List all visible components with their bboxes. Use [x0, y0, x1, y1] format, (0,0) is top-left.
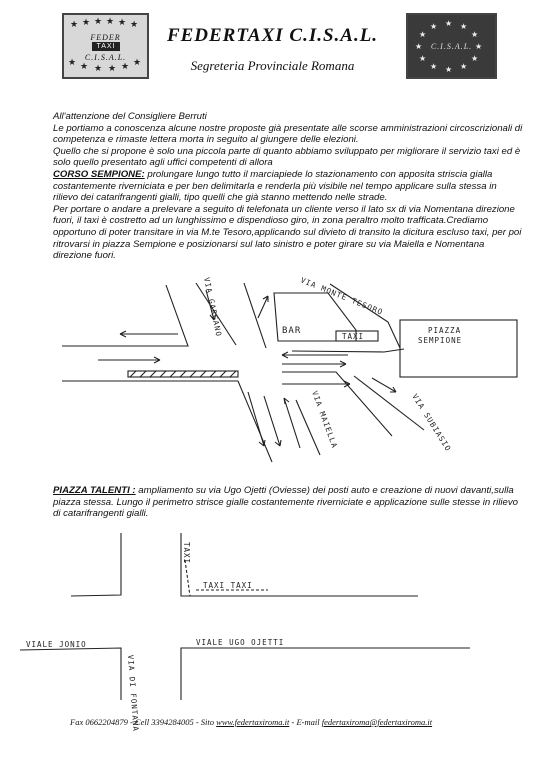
svg-text:★: ★	[460, 62, 468, 71]
svg-text:★: ★	[430, 22, 438, 31]
section-text-2: Per portare o andare a prelevare a seguito di telefonata un cliente verso il lato sx di via Nomentana direzione fuori, il taxi è costretto ad un lunghissimo e dispendioso giro, in zona peraltro molto trafficata.Crediamo opportuno di poter transitare in via M.te Tesoro,applicando sul divieto di transito la dicitura escluso taxi, per poi ritrovarsi in piazza Sempione e posizionarsi sul lato sinistro e poter girare su via Maiella e Nomentana direzione fuori.	[53, 203, 522, 262]
label-via-subiasio: VIA SUBIASIO	[410, 392, 454, 454]
svg-text:★: ★	[80, 62, 89, 72]
svg-text:★: ★	[70, 20, 79, 30]
label-via-gargano: VIA GARGANO	[202, 276, 224, 338]
svg-text:★: ★	[471, 54, 479, 63]
road-edge	[181, 648, 470, 700]
label-bar: BAR	[282, 326, 302, 336]
label-taxi-vertical: TAXI	[182, 542, 191, 565]
logo-top-text: FEDER	[90, 33, 121, 42]
label-via-monte-tesoro: VIA MONTE TESORO	[299, 275, 385, 317]
logo-taxi-badge: TAXI	[92, 42, 120, 51]
svg-text:★: ★	[415, 42, 423, 51]
footer-email-label: - E-mail	[291, 717, 320, 727]
intro-paragraph-2: Quello che si propone è solo una piccola parte di quanto abbiamo sviluppato per migliorare il servizio taxi ed è solo quello presentato agli uffici competenti di allora	[53, 145, 521, 169]
section-heading: CORSO SEMPIONE:	[53, 168, 145, 180]
svg-text:★: ★	[94, 17, 103, 27]
svg-text:★: ★	[419, 30, 427, 39]
svg-text:★: ★	[130, 20, 139, 30]
label-piazza: PIAZZA	[428, 326, 462, 335]
label-viale-jonio: VIALE JONIO	[26, 640, 87, 649]
taxi-line	[185, 560, 190, 596]
label-via-maiella: VIA MAIELLA	[310, 389, 340, 450]
logo-right-text: C.I.S.A.L.	[430, 42, 473, 51]
svg-text:★: ★	[121, 62, 130, 72]
section-text: ampliamento su via Ugo Ojetti (Oviesse) dei posti auto e creazione di nuovi davanti,sulla piazza stessa. Lungo il perimetro strisce gialle costantemente riverniciate e applicazione sulle stesse in rilievo di catarifrangenti gialli.	[53, 485, 518, 520]
footer-fax: Fax 0662204879 -	[70, 717, 133, 727]
page-subtitle: Segreteria Provinciale Romana	[190, 58, 355, 73]
svg-text:★: ★	[445, 65, 453, 74]
svg-text:★: ★	[106, 17, 115, 27]
label-viale-ugo-ojetti: VIALE UGO OJETTI	[196, 638, 285, 647]
section-heading: PIAZZA TALENTI :	[53, 485, 136, 496]
label-sempione: SEMPIONE	[418, 336, 463, 345]
footer-site-link[interactable]: www.federtaxiroma.it	[216, 717, 290, 727]
svg-text:★: ★	[445, 19, 453, 28]
road-edge	[71, 533, 121, 596]
svg-text:★: ★	[419, 54, 427, 63]
label-taxi-taxi: TAXI TAXI	[203, 581, 253, 590]
svg-text:★: ★	[471, 30, 479, 39]
svg-text:★: ★	[94, 64, 103, 74]
road-edge	[20, 648, 121, 700]
svg-text:★: ★	[460, 22, 468, 31]
svg-text:★: ★	[108, 64, 117, 74]
label-via-fontana: VIA DI FONTANA	[126, 654, 141, 733]
footer-site-label: Sito	[200, 717, 215, 727]
logo-bottom-text: C.I.S.A.L.	[84, 53, 127, 62]
svg-text:★: ★	[118, 18, 127, 28]
svg-text:★: ★	[430, 62, 438, 71]
intro-paragraph: Le portiamo a conoscenza alcune nostre proposte già presentate alle scorse amministrazioni circoscrizionali di competenza e rimaste lettera morta in seguito al giungere delle elezioni.	[53, 122, 523, 146]
section-text: prolungare lungo tutto il marciapiede lo stazionamento con apposita striscia gialla costantemente riverniciata e per ben delimitarla e renderla più visibile nel tempo applicare sulla stessa in rilievo dei catarifrangenti gialli, tipo quelli che già stanno mettendo nelle strade.	[53, 168, 497, 204]
svg-text:★: ★	[82, 18, 91, 28]
footer-contacts	[70, 717, 520, 727]
page-title: FEDERTAXI C.I.S.A.L.	[166, 25, 379, 46]
svg-text:★: ★	[133, 58, 142, 68]
footer-cell: Cell 3394284005 -	[134, 717, 199, 727]
svg-text:★: ★	[68, 58, 77, 68]
footer-email-link[interactable]: federtaxiroma@federtaxiroma.it	[321, 717, 433, 727]
svg-text:★: ★	[475, 42, 483, 51]
label-taxi: TAXI	[342, 332, 365, 341]
greeting: All'attenzione del Consigliere Berruti	[53, 111, 207, 122]
